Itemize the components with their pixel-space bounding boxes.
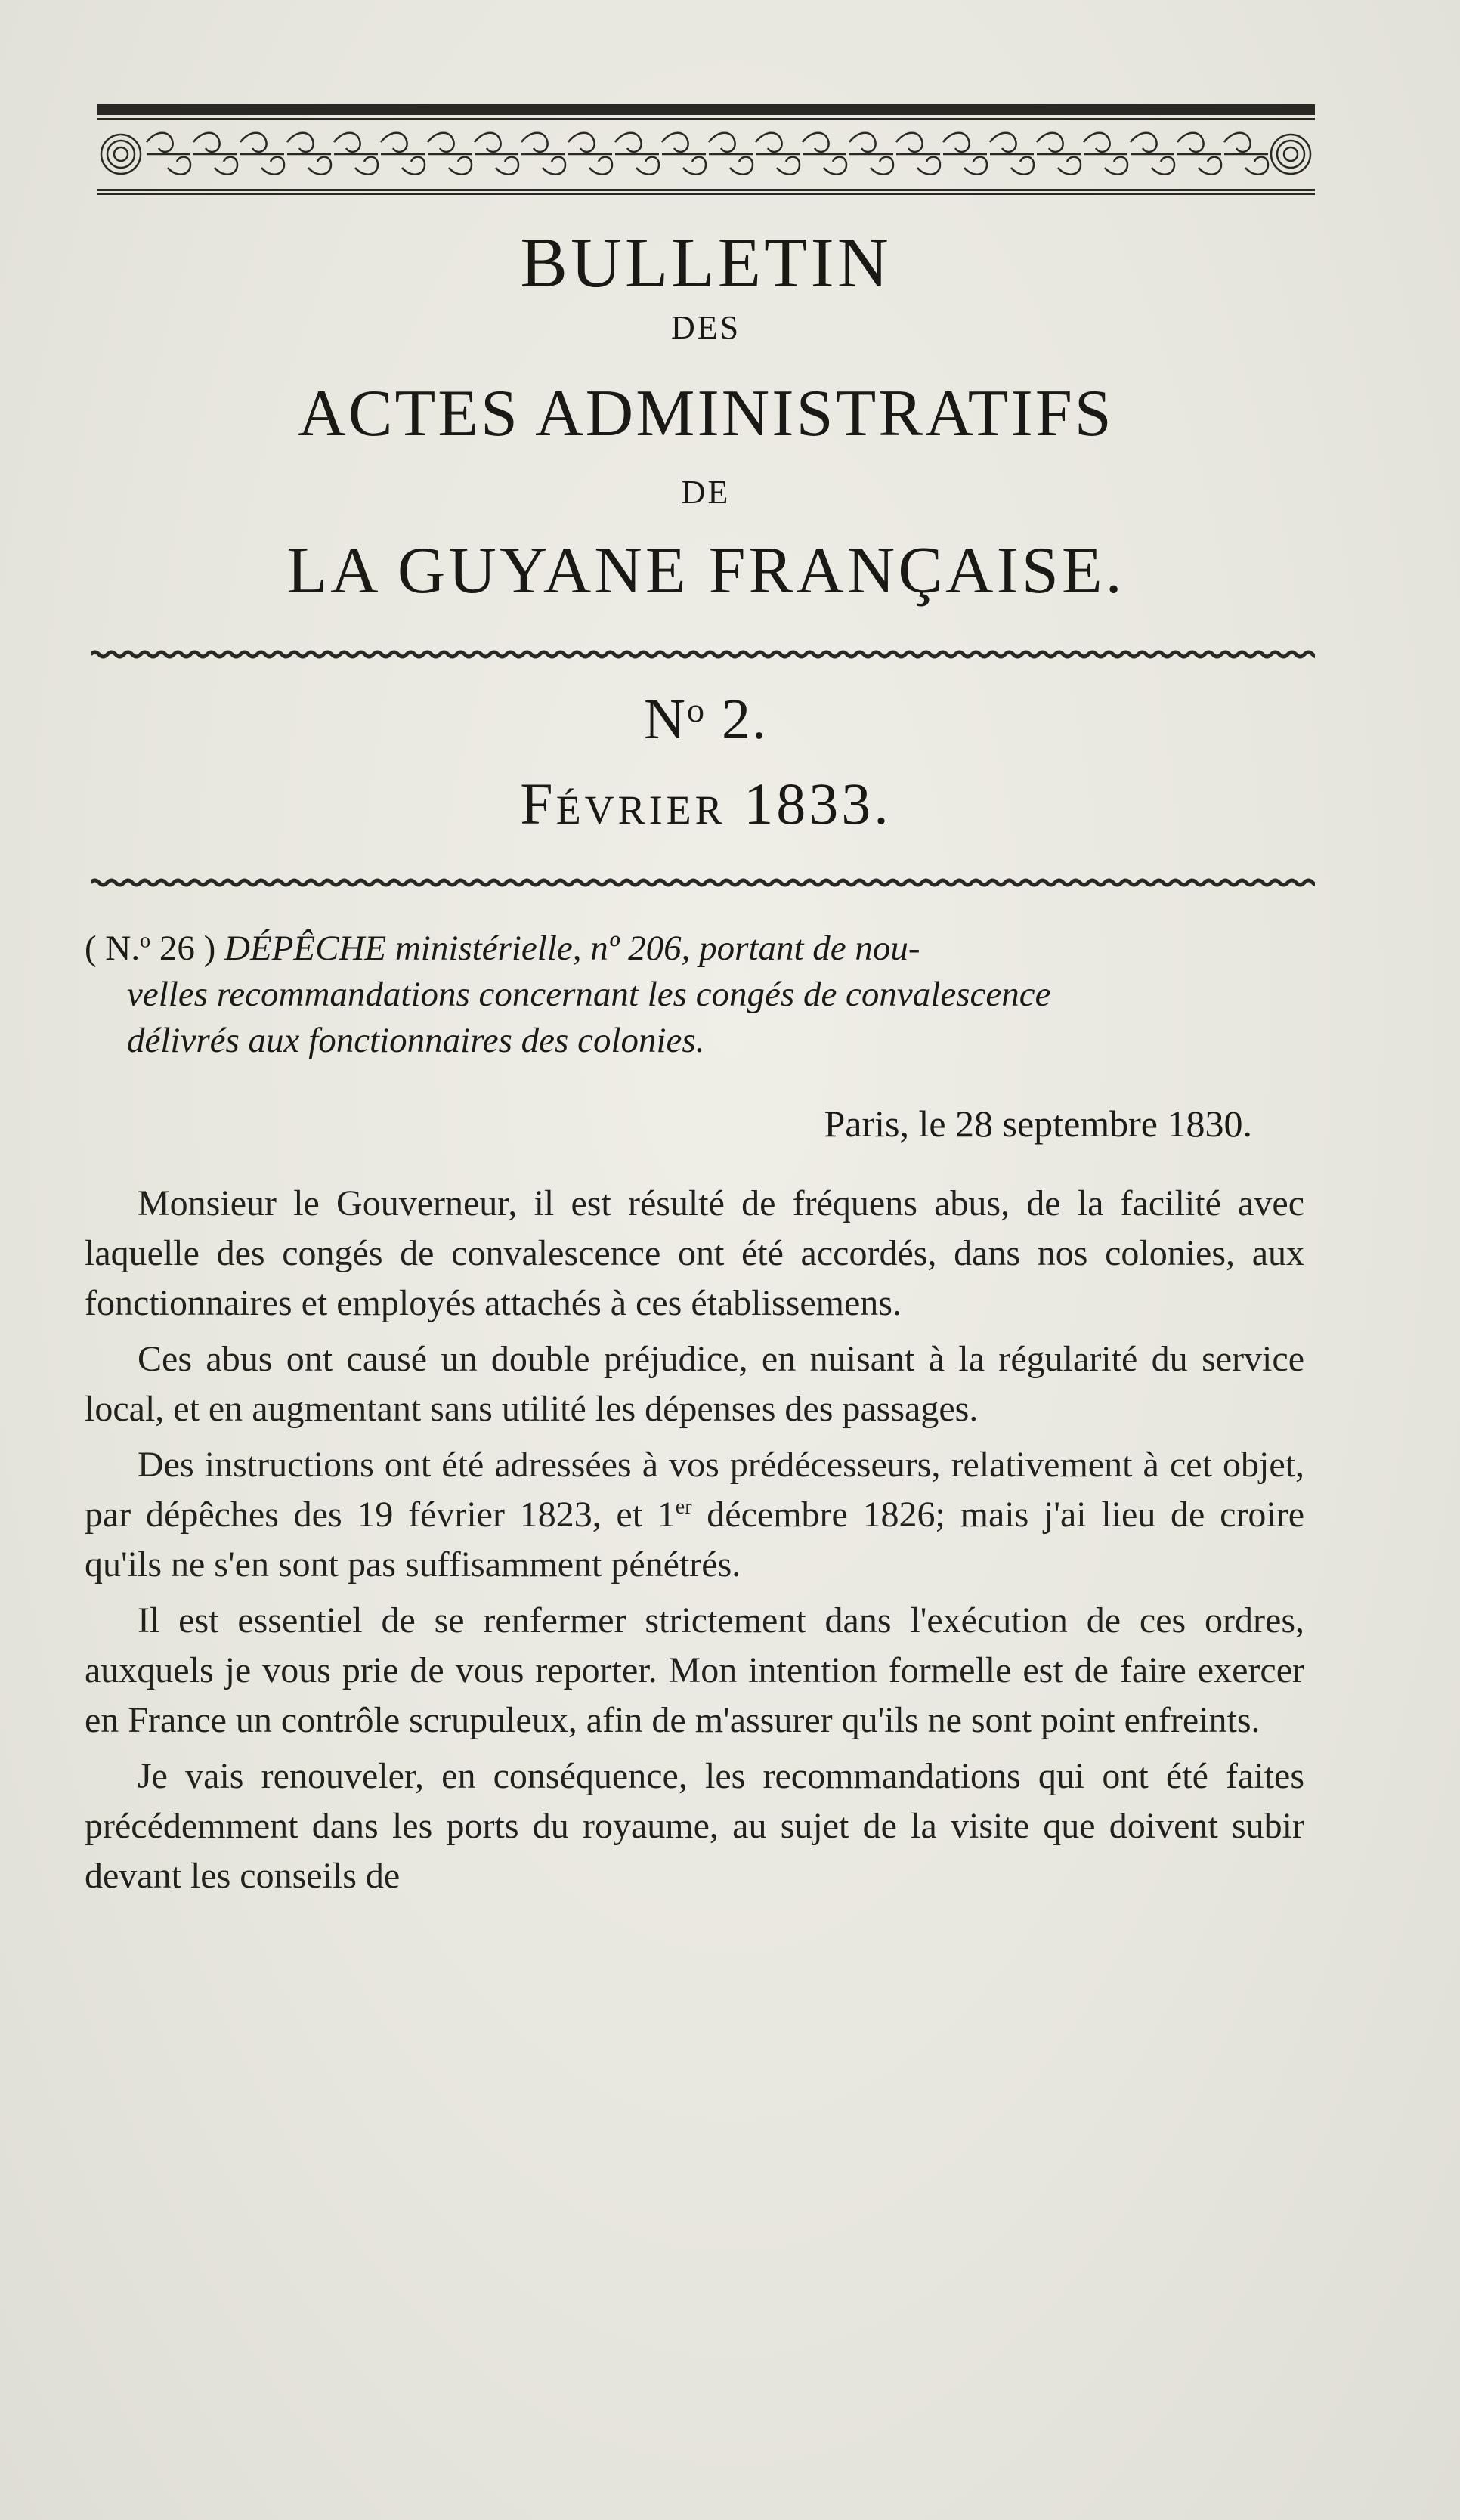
headband-scroll-motif — [803, 133, 846, 175]
headband-scroll-motif — [709, 133, 753, 175]
bulletin-title: BULLETIN — [520, 224, 892, 302]
dateline: Paris, le 28 septembre 1830. — [824, 1102, 1252, 1145]
headband-scroll-motif — [849, 133, 893, 175]
dispatch-title-line2: velles recommandations concernant les congés de convalescence — [127, 975, 1051, 1014]
headband-scroll-motif — [287, 133, 331, 175]
issue-date — [97, 771, 1315, 843]
dispatch-heading — [85, 926, 1324, 1064]
issue-number-degree: o — [686, 691, 706, 729]
headband-rosette-ring — [1284, 147, 1298, 161]
headband-scroll-motif — [475, 133, 518, 175]
headband-rosette-ring — [114, 147, 128, 161]
headband-scroll-motif — [193, 133, 237, 175]
paragraph-5: Je vais renouveler, en conséquence, les recommandations qui ont été faites précédemment dans les ports du royaume, au sujet de la visite que doivent subir devant les conseils de — [85, 1756, 1304, 1896]
ornamental-headband — [97, 104, 1315, 206]
headband-scroll-motif — [756, 133, 800, 175]
headband-scroll-motif — [1224, 133, 1268, 175]
title-des: DES — [670, 309, 741, 346]
headband-scroll-motif — [896, 133, 940, 175]
paragraph-3-part-a: Des instructions ont été adressées à vos prédécesseurs, relativement à cet objet, par dépêches des 19 février 1823, et 1 — [85, 1445, 1304, 1535]
title-de: DE — [681, 474, 731, 511]
headband-scroll-motif — [521, 133, 565, 175]
issue-number — [97, 679, 1315, 751]
dispatch-ref-degree: o — [140, 929, 151, 953]
headband-scroll-motif — [1177, 133, 1221, 175]
headband-scroll-motif — [147, 133, 190, 175]
headband-scroll-motif — [1084, 133, 1127, 175]
dispatch-ref-num: 26 ) — [159, 929, 216, 968]
dispatch-title-line1: DÉPÊCHE ministérielle, nº 206, portant de nou- — [224, 929, 920, 968]
headband-scroll-motif — [381, 133, 425, 175]
headband-rosette-ring — [107, 141, 135, 168]
headband-scroll-motif — [568, 133, 612, 175]
headband-scroll-motif — [334, 133, 378, 175]
dispatch-title-line3: délivrés aux fonctionnaires des colonies. — [127, 1021, 705, 1060]
headband-scroll-motif — [943, 133, 987, 175]
paragraph-1: Monsieur le Gouverneur, il est résulté de fréquens abus, de la facilité avec laquelle des congés de convalescence ont été accordés, dans nos colonies, aux fonctionnaires et employés attachés à ces établissemens. — [85, 1183, 1304, 1323]
headband-scroll-motif — [240, 133, 284, 175]
paragraph-4: Il est essentiel de se renfermer strictement dans l'exécution de ces ordres, auxquels je vous prie de vous reporter. Mon intention formelle est de faire exercer en France un contrôle scrupuleux, afin de m'assurer qu'ils ne sont point enfreints. — [85, 1600, 1304, 1740]
headband-scroll-motif — [990, 133, 1034, 175]
headband-scroll-motif — [1131, 133, 1174, 175]
headband-scroll-motif — [428, 133, 472, 175]
paragraph-3-sup: er — [675, 1495, 692, 1519]
wavy-rule-bottom — [91, 875, 1315, 890]
headband-scroll-motif — [662, 133, 706, 175]
title-colony: LA GUYANE FRANÇAISE. — [286, 534, 1125, 608]
dispatch-ref-open: ( N. — [85, 929, 141, 968]
headband-rosette-ring — [1277, 141, 1304, 168]
issue-year: 1833. — [744, 771, 892, 836]
paragraph-2: Ces abus ont causé un double préjudice, en nuisant à la régularité du service local, et en augmentant sans utilité les dépenses des passages. — [85, 1339, 1304, 1429]
wavy-rule-top — [91, 647, 1315, 662]
issue-number-value: 2. — [721, 688, 768, 751]
issue-month-rest: ÉVRIER — [555, 787, 726, 833]
title-actes: ACTES ADMINISTRATIFS — [298, 377, 1114, 450]
issue-number-prefix: N — [644, 688, 687, 751]
paragraph-3-part-b: décembre 1826; mais j'ai lieu de croire qu'ils ne s'en sont pas suffisamment pénétrés. — [85, 1495, 1304, 1585]
headband-scroll-motif — [615, 133, 659, 175]
letter-body — [85, 1179, 1304, 1901]
paragraph-3 — [85, 1440, 1304, 1590]
headband-scroll-motif — [1037, 133, 1081, 175]
issue-month-initial: F — [520, 771, 556, 836]
